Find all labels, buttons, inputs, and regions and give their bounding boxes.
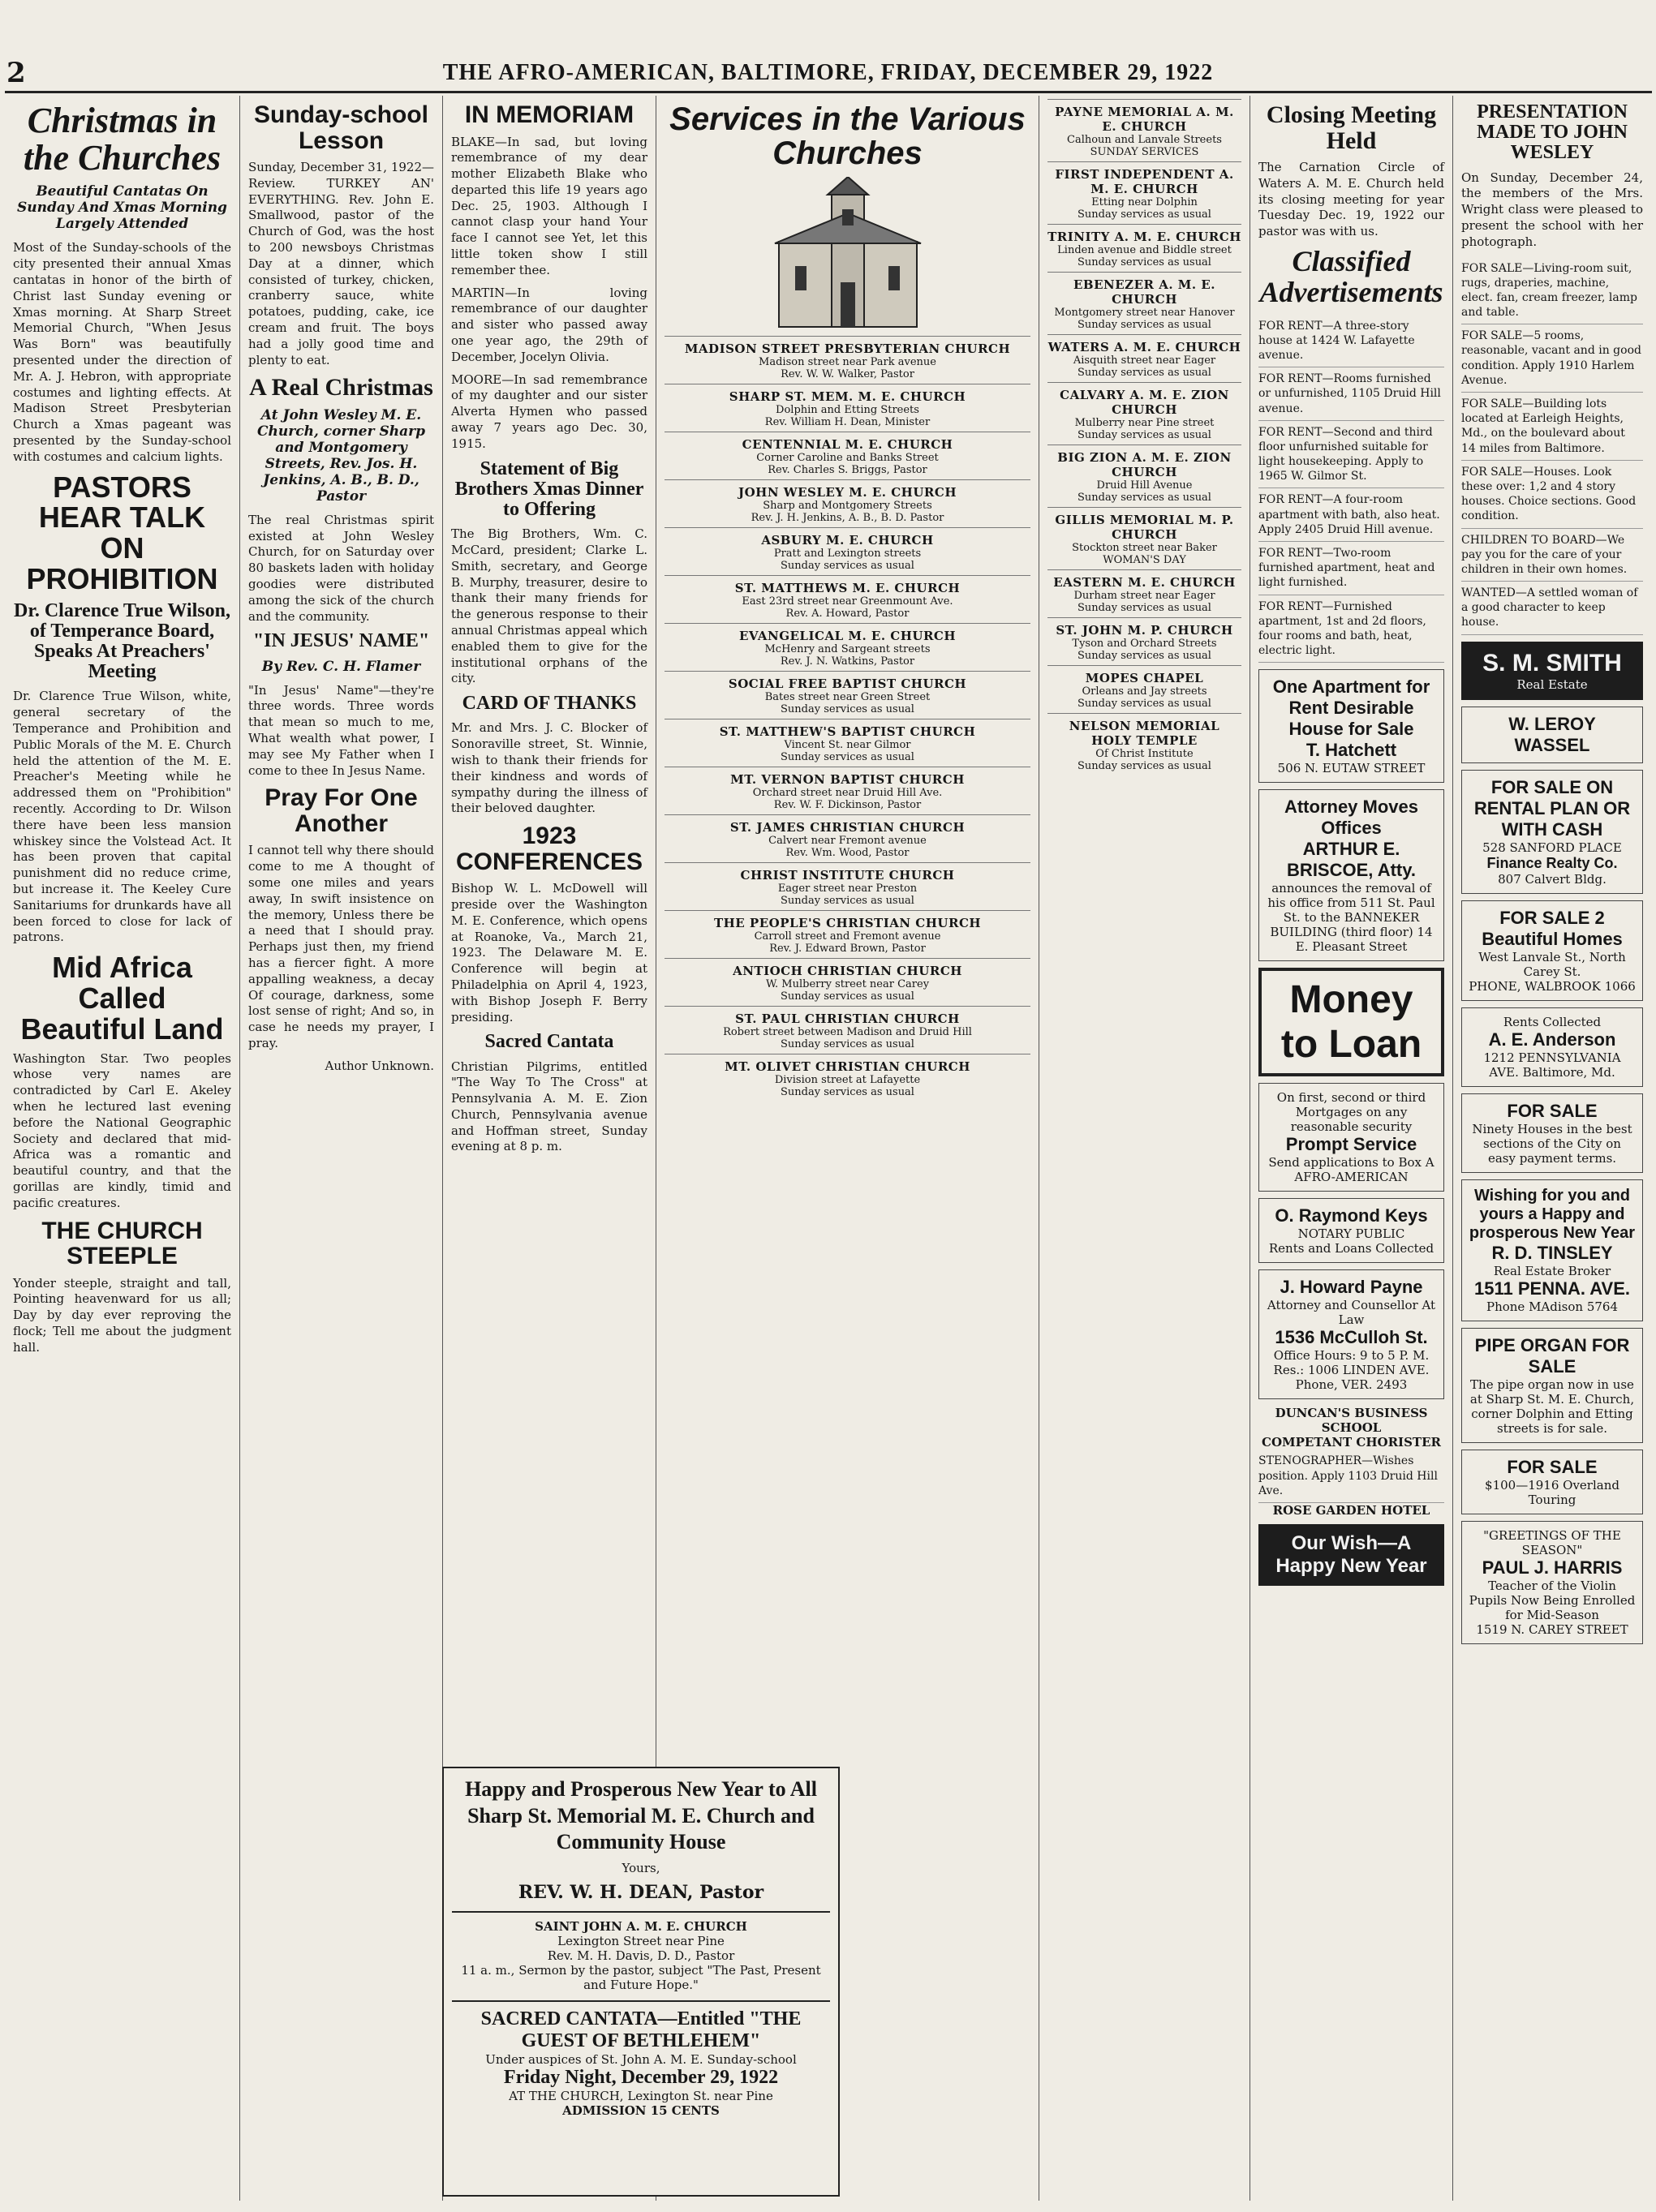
ad-apartment-name: T. Hatchett (1305, 740, 1397, 761)
ad-duncan: DUNCAN'S BUSINESS SCHOOL (1275, 1406, 1428, 1436)
ad-sanford-addr: 528 SANFORD PLACE (1482, 840, 1622, 855)
ad-tinsley-sub: Real Estate Broker (1493, 1263, 1611, 1278)
church-name: ANTIOCH CHRISTIAN CHURCH (733, 964, 962, 978)
church-name: ST. MATTHEW'S BAPTIST CHURCH (719, 724, 976, 739)
ad-stjohn-addr: Lexington Street near Pine (557, 1933, 725, 1948)
ad-finance-addr: 807 Calvert Bldg. (1498, 871, 1607, 887)
church-detail: W. Mulberry street near Carey (765, 978, 930, 990)
ad-anderson-title: Rents Collected (1503, 1014, 1602, 1029)
church-detail: Calhoun and Lanvale Streets (1067, 134, 1222, 146)
ad-payne-addr: 1536 McCulloh St. (1275, 1327, 1428, 1348)
ad-attorney-body: announces the removal of his office from 511 St. Paul St. to the BANNEKER BUILDING (third floor) 14 E. Pleasant Street (1267, 881, 1435, 955)
church-name: PAYNE MEMORIAL A. M. E. CHURCH (1055, 105, 1234, 134)
church-detail: Pratt and Lexington streets (773, 548, 922, 560)
ad-attorney-title: Attorney Moves Offices (1284, 797, 1419, 839)
ad-attorney-name: ARTHUR E. BRISCOE, Atty. (1287, 839, 1416, 881)
headline-services-churches: Services in the Various Churches (669, 101, 1026, 171)
church-detail: Sunday services as usual (1077, 760, 1211, 772)
church-listing (1047, 272, 1241, 334)
poem-pray-for-one-another: I cannot tell why there should come to me A thought of some one miles and years away, In swift insistence on the memory, Unless there be a need that I should pray. Perhaps just then, my friend has a fiercer fight. A more appalling weakness, a decay Of courage, darkness, some lost sense of right; And so, in case he needs my prayer, I pray. (248, 843, 434, 1050)
classified-item: FOR SALE—Living-room suit, rugs, draperies, machine, elect. fan, cream freezer, lamp and table. (1461, 257, 1643, 325)
church-detail: Etting near Dolphin (1091, 196, 1198, 208)
church-name: SHARP ST. MEM. M. E. CHURCH (729, 389, 966, 404)
ad-stenographer: STENOGRAPHER—Wishes position. Apply 1103 Druid Hill Ave. (1258, 1450, 1444, 1503)
ad-sanford-title: FOR SALE ON RENTAL PLAN OR WITH CASH (1473, 776, 1631, 840)
church-name: THE PEOPLE'S CHRISTIAN CHURCH (713, 916, 982, 930)
church-listing (1047, 569, 1241, 617)
church-listing (665, 719, 1030, 767)
church-detail: Sunday services as usual (781, 895, 914, 907)
ad-greeting: Happy and Prosperous New Year to All Sharp St. Memorial M. E. Church and Community House (465, 1777, 817, 1853)
column-1 (5, 96, 239, 2201)
church-detail: Sunday services as usual (1077, 208, 1211, 221)
church-listing (665, 527, 1030, 575)
church-detail: Sunday services as usual (1077, 367, 1211, 379)
headline-pray-for-one-another: Pray For One Another (265, 784, 418, 837)
church-listing (1047, 161, 1241, 224)
headline-in-jesus-name: "IN JESUS' NAME" (252, 630, 430, 652)
classified-item: FOR RENT—A three-story house at 1424 W. Lafayette avenue. (1258, 315, 1444, 368)
church-name: EASTERN M. E. CHURCH (1053, 575, 1236, 590)
church-listing (665, 862, 1030, 910)
ad-harris-name: PAUL J. HARRIS (1482, 1557, 1623, 1578)
ad-organ-title: PIPE ORGAN FOR SALE (1474, 1334, 1630, 1377)
ad-payne-phone: Phone, VER. 2493 (1295, 1377, 1408, 1393)
headline-sacred-cantata: Sacred Cantata (484, 1031, 614, 1053)
church-detail: Sharp and Montgomery Streets (763, 500, 932, 512)
church-listing (1047, 445, 1241, 507)
church-name: JOHN WESLEY M. E. CHURCH (738, 485, 957, 500)
ad-stjohn-services: 11 a. m., Sermon by the pastor, subject "The Past, Present and Future Hope." (461, 1962, 821, 1992)
church-detail: Rev. W. F. Dickinson, Pastor (773, 799, 922, 811)
church-detail: Rev. A. Howard, Pastor (785, 608, 910, 620)
ad-anderson (1461, 1007, 1643, 1087)
ad-pastor: REV. W. H. DEAN, Pastor (518, 1881, 764, 1903)
church-listing (1047, 665, 1241, 713)
ad-harris-title: "GREETINGS OF THE SEASON" (1483, 1527, 1621, 1557)
article-mid-africa: Washington Star. Two peoples whose very names are contradicted by Carl E. Akeley when he lectured last evening before the National Geographic Society and declared that mid-Africa was a romantic and beautiful country, and that the gorillas are kindly, timid and pacific creatures. (13, 1050, 231, 1210)
church-detail: Rev. W. W. Walker, Pastor (781, 368, 914, 380)
church-name: MADISON STREET PRESBYTERIAN CHURCH (684, 341, 1011, 356)
byline-in-jesus-name: By Rev. C. H. Flamer (261, 658, 421, 675)
church-detail: Sunday services as usual (1077, 256, 1211, 268)
ad-smith (1461, 642, 1643, 700)
church-name: MT. OLIVET CHRISTIAN CHURCH (725, 1059, 970, 1074)
ad-payne-res: Res.: 1006 LINDEN AVE. (1273, 1363, 1430, 1378)
ad-homes-phone: PHONE, WALBROOK 1066 (1469, 978, 1636, 994)
ad-yours: Yours, (622, 1860, 660, 1875)
classified-item: FOR RENT—Two-room furnished apartment, heat and light furnished. (1258, 542, 1444, 595)
church-detail: Rev. J. N. Watkins, Pastor (780, 655, 915, 668)
ad-apartment (1258, 669, 1444, 783)
classified-list-2 (1461, 257, 1643, 635)
church-detail: WOMAN'S DAY (1103, 554, 1186, 566)
church-listing (665, 1054, 1030, 1102)
ad-smith-title: S. M. SMITH (1482, 649, 1622, 676)
ad-anderson-addr: 1212 PENNSYLVANIA AVE. Baltimore, Md. (1483, 1050, 1621, 1080)
ad-cantata-under: Under auspices of St. John A. M. E. Sunday-school (485, 2051, 797, 2067)
ad-tinsley (1461, 1179, 1643, 1321)
memoriam-blake: BLAKE—In sad, but loving remembrance of my dear mother Elizabeth Blake who departed this life 19 years ago Dec. 25, 1903. Although I cannot clasp your hand Your face I cannot see Yet, let this little token show I still remember thee. (451, 134, 647, 277)
church-illustration-icon (763, 177, 933, 331)
church-detail: Linden avenue and Biddle street (1057, 244, 1232, 256)
church-detail: Sunday services as usual (1077, 650, 1211, 662)
church-list-left (665, 336, 1030, 1102)
ad-homes (1461, 900, 1643, 1001)
church-detail: Sunday services as usual (781, 560, 914, 572)
ad-finance: Finance Realty Co. (1486, 854, 1618, 871)
ad-1916-title: FOR SALE (1507, 1456, 1598, 1477)
church-list-right (1047, 99, 1241, 775)
church-detail: Rev. J. H. Jenkins, A. B., B. D. Pastor (751, 512, 944, 524)
church-listing (665, 432, 1030, 479)
classified-item: FOR RENT—Second and third floor unfurnished suitable for light housekeeping. Apply to 1965 W. Gilmor St. (1258, 421, 1444, 489)
headline-big-brothers: Statement of Big Brothers Xmas Dinner to Offering (454, 457, 644, 521)
ad-harris-sub: Teacher of the Violin (1488, 1578, 1616, 1593)
ad-rose-garden: ROSE GARDEN HOTEL (1272, 1502, 1430, 1518)
article-closing-meeting: The Carnation Circle of Waters A. M. E. Church held its closing meeting for year Tuesday Dec. 19, 1922 our pastor was with us. (1258, 160, 1444, 239)
ad-organ (1461, 1328, 1643, 1443)
church-name: ASBURY M. E. CHURCH (761, 533, 934, 548)
column-5 (1039, 96, 1250, 2201)
church-detail: Druid Hill Avenue (1096, 479, 1193, 492)
church-detail: Sunday services as usual (781, 703, 914, 715)
column-7 (1453, 96, 1651, 2201)
card-of-thanks: Mr. and Mrs. J. C. Blocker of Sonoraville street, St. Winnie, wish to thank their friends for their kindness and words of sympathy during the illness of their beloved daughter. (451, 720, 647, 816)
ad-forsale-title: FOR SALE (1507, 1100, 1598, 1121)
ad-money-to-loan: Money to Loan (1258, 968, 1444, 1076)
headline-closing-meeting: Closing Meeting Held (1266, 101, 1437, 154)
church-listing (665, 575, 1030, 623)
church-detail: Rev. J. Edward Brown, Pastor (769, 943, 926, 955)
ad-harris (1461, 1521, 1643, 1644)
church-listing (665, 623, 1030, 671)
headline-christmas-churches: Christmas in the Churches (23, 101, 222, 178)
ad-notary (1258, 1198, 1444, 1263)
church-name: SOCIAL FREE BAPTIST CHURCH (728, 676, 967, 691)
ad-notary-name: O. Raymond Keys (1275, 1205, 1428, 1226)
subhead-cantatas: Beautiful Cantatas On Sunday And Xmas Morning Largely Attended (17, 183, 227, 233)
ad-homes-sub: West Lanvale St., North Carey St. (1478, 949, 1626, 979)
headline-mid-africa: Mid Africa Called Beautiful Land (20, 951, 224, 1046)
church-listing (665, 384, 1030, 432)
church-detail: Sunday services as usual (781, 751, 914, 763)
headline-presentation: PRESENTATION MADE TO JOHN WESLEY (1477, 101, 1628, 164)
ad-cantata-title: SACRED CANTATA—Entitled "THE GUEST OF BETHLEHEM" (480, 2008, 802, 2051)
headline-card-of-thanks: CARD OF THANKS (462, 693, 637, 715)
ad-apartment-addr: 506 N. EUTAW STREET (1277, 761, 1426, 776)
poem-church-steeple: Yonder steeple, straight and tall, Pointing heavenward for us all; Day by day ever reproving the flock; Tell me about the judgment hall. (13, 1275, 231, 1355)
church-name: GILLIS MEMORIAL M. P. CHURCH (1055, 513, 1234, 542)
classified-item: FOR RENT—Furnished apartment, 1st and 2d floors, four rooms and bath, heat, electric light. (1258, 595, 1444, 664)
ad-wassel (1461, 707, 1643, 763)
ad-tinsley-phone: Phone MAdison 5764 (1486, 1299, 1618, 1314)
church-name: CHRIST INSTITUTE CHURCH (740, 868, 955, 883)
church-listing (1047, 507, 1241, 569)
headline-real-christmas: A Real Christmas (249, 374, 433, 402)
memoriam-moore: MOORE—In sad remembrance of my daughter and our sister Alverta Hymen who passed away 7 years ago Dec. 30, 1915. (451, 372, 647, 451)
headline-prohibition: PASTORS HEAR TALK ON PROHIBITION (26, 470, 218, 595)
column-3 (443, 96, 656, 1763)
ad-harris-addr: 1519 N. CAREY STREET (1476, 1621, 1628, 1637)
masthead-rule (5, 91, 1652, 93)
classified-item: CHILDREN TO BOARD—We pay you for the care of your children in their own homes. (1461, 529, 1643, 582)
article-christmas-churches: Most of the Sunday-schools of the city presented their annual Xmas cantatas in honor of the birth of Christ last Sunday evening or Xmas morning. At Sharp Street Memorial Church, "When Jesus Was Born" was beautifully presented under the direction of Mr. A. J. Hebron, with appropriate costumes and lighting effects. At Madison Street Presbyterian Church a Xmas pageant was presented by the Sunday-school with costumes and calcium lights. (13, 240, 231, 464)
ad-harris-body: Pupils Now Being Enrolled for Mid-Season (1469, 1592, 1636, 1622)
classified-item: FOR SALE—Houses. Look these over: 1,2 and 4 story houses. Choice sections. Good condition. (1461, 461, 1643, 529)
article-real-christmas: The real Christmas spirit existed at John Wesley Church, for on Saturday over 80 baskets laden with holiday goodies were distributed among the sick of the church and the community. (248, 512, 434, 624)
ad-stjohn-pastor: Rev. M. H. Davis, D. D., Pastor (547, 1948, 735, 1963)
church-detail: Stockton street near Baker (1072, 542, 1217, 554)
article-1923-conferences: Bishop W. L. McDowell will preside over the Washington M. E. Conference, which opens at Roanoke, Va., March 21, 1923. The Delaware M. E. Conference will begin at Philadelphia on April 4, 1923, with Bishop Joseph F. Berry presiding. (451, 881, 647, 1024)
article-presentation: On Sunday, December 24, the members of the Mrs. Wright class were pleased to present the school with her photograph. (1461, 170, 1643, 249)
church-detail: McHenry and Sargeant streets (764, 643, 931, 655)
article-prohibition: Dr. Clarence True Wilson, white, general secretary of the Temperance and Prohibition and Public Morals of the M. E. Church held the attention of the M. E. Preacher's Meeting while he addressed them on "Prohibition" recently. According to Dr. Wilson there have been less mansion whiskey since the Volstead Act. It has been proven that capital punishment did no reduce crime, but increase it. The Keeley Cure Sanitariums for drunkards have all been forced to close for lack of patrons. (13, 689, 231, 945)
ad-cantata-admission: ADMISSION 15 CENTS (562, 2102, 720, 2118)
ad-money-line3: Send applications to Box A AFRO-AMERICAN (1268, 1155, 1434, 1185)
church-detail: Montgomery street near Hanover (1054, 307, 1235, 319)
ad-apartment-title: One Apartment for Rent Desirable House for Sale (1272, 676, 1430, 740)
ad-wassel-name: W. LEROY WASSEL (1508, 713, 1596, 755)
church-detail: East 23rd street near Greenmount Ave. (742, 595, 953, 608)
church-listing (1047, 713, 1241, 775)
church-detail: Vincent St. near Gilmor (784, 739, 911, 751)
classified-item: FOR SALE—5 rooms, reasonable, vacant and in good condition. Apply 1910 Harlem Avenue. (1461, 324, 1643, 393)
ad-forsale (1461, 1093, 1643, 1173)
church-listing (1047, 382, 1241, 445)
church-detail: Division street at Lafayette (774, 1074, 921, 1086)
church-listing (1047, 224, 1241, 272)
ad-chorister: COMPETANT CHORISTER (1262, 1435, 1441, 1450)
church-detail: Eager street near Preston (777, 883, 918, 895)
church-name: ST. JAMES CHRISTIAN CHURCH (729, 820, 966, 835)
church-listing (665, 1006, 1030, 1054)
ad-sanford (1461, 770, 1643, 894)
church-detail: Mulberry near Pine street (1074, 417, 1215, 429)
church-name: FIRST INDEPENDENT A. M. E. CHURCH (1055, 167, 1234, 196)
church-name: ST. MATTHEWS M. E. CHURCH (734, 581, 961, 595)
church-detail: Sunday services as usual (1077, 492, 1211, 504)
classified-item: FOR SALE—Building lots located at Earleigh Heights, Md., on the boulevard about 14 miles from Baltimore. (1461, 393, 1643, 461)
headline-sunday-school: Sunday-school Lesson (253, 101, 429, 154)
church-name: ST. PAUL CHRISTIAN CHURCH (735, 1012, 960, 1026)
headline-church-steeple: THE CHURCH STEEPLE (41, 1217, 203, 1270)
ad-tinsley-addr: 1511 PENNA. AVE. (1474, 1278, 1630, 1299)
church-detail: SUNDAY SERVICES (1090, 146, 1199, 158)
church-name: EVANGELICAL M. E. CHURCH (738, 629, 957, 643)
ad-money-line2: Prompt Service (1285, 1134, 1417, 1155)
article-sunday-school: Sunday, December 31, 1922—Review. TURKEY AN' EVERYTHING. Rev. John E. Smallwood, pastor of the Church of God, was the host to 200 newsboys Christmas Day at a dinner, which consisted of turkey, chicken, cranberry sauce, white potatoes, pudding, cake, ice cream and fruit. The boys had a jolly good time and plenty to eat. (248, 160, 434, 367)
church-listing (1047, 617, 1241, 665)
ad-cantata (452, 2000, 830, 2118)
ad-homes-title: FOR SALE 2 Beautiful Homes (1482, 907, 1623, 949)
church-detail: Sunday services as usual (781, 1086, 914, 1098)
church-listing (1047, 334, 1241, 382)
ad-wishing: Wishing for you and yours a Happy and prosperous New Year (1469, 1186, 1636, 1242)
classified-item: FOR RENT—Rooms furnished or unfurnished, 1105 Druid Hill avenue. (1258, 367, 1444, 421)
church-name: TRINITY A. M. E. CHURCH (1047, 230, 1241, 244)
headline-classified: Classified Advertisements (1259, 244, 1443, 308)
church-listing (665, 479, 1030, 527)
church-detail: Sunday services as usual (781, 1038, 914, 1050)
church-name: MOPES CHAPEL (1085, 671, 1204, 685)
church-name: CALVARY A. M. E. ZION CHURCH (1060, 388, 1229, 417)
classified-list (1258, 315, 1444, 664)
church-detail: Rev. Wm. Wood, Pastor (785, 847, 910, 859)
church-detail: Dolphin and Etting Streets (776, 404, 919, 416)
church-listing (665, 336, 1030, 384)
ad-cantata-date: Friday Night, December 29, 1922 (503, 2066, 779, 2088)
church-name: CENTENNIAL M. E. CHURCH (742, 437, 953, 452)
church-detail: Sunday services as usual (1077, 429, 1211, 441)
ad-money-details (1258, 1083, 1444, 1192)
article-big-brothers: The Big Brothers, Wm. C. McCard, president; Clarke L. Smith, secretary, and George B. Murphy, treasurer, desire to thank their many friends for the generous response to their annual Christmas appeal which enabled them to give for the institutional orphans of the city. (451, 526, 647, 686)
church-listing (665, 910, 1030, 958)
church-detail: Rev. Charles S. Briggs, Pastor (768, 464, 927, 476)
church-detail: Orleans and Jay streets (1082, 685, 1207, 698)
church-detail: Sunday services as usual (1077, 319, 1211, 331)
church-detail: Robert street between Madison and Druid Hill (723, 1026, 972, 1038)
classified-item: WANTED—A settled woman of a good character to keep house. (1461, 582, 1643, 635)
headline-1923-conferences: 1923 CONFERENCES (455, 823, 643, 875)
ad-attorney (1258, 789, 1444, 961)
ad-payne (1258, 1269, 1444, 1399)
church-listing (665, 767, 1030, 814)
church-name: EBENEZER A. M. E. CHURCH (1073, 277, 1216, 307)
church-listing (665, 814, 1030, 862)
ad-happy-new-year (1258, 1524, 1444, 1586)
ad-1916 (1461, 1450, 1643, 1514)
ad-tinsley-name: R. D. TINSLEY (1491, 1242, 1613, 1263)
article-sacred-cantata: Christian Pilgrims, entitled "The Way To The Cross" at Pennsylvania A. M. E. Zion Church, Pennsylvania avenue and Hoffman street, Sunday evening at 8 p. m. (451, 1059, 647, 1154)
church-detail: Sunday services as usual (781, 990, 914, 1003)
church-detail: Carroll street and Fremont avenue (754, 930, 941, 943)
subhead-real-christmas: At John Wesley M. E. Church, corner Sharp and Montgomery Streets, Rev. Jos. H. Jenkins, A. B., B. D., Pastor (257, 406, 425, 505)
classified-item: FOR RENT—A four-room apartment with bath, also heat. Apply 2405 Druid Hill avenue. (1258, 488, 1444, 542)
ad-smith-sub: Real Estate (1516, 676, 1588, 692)
ad-cantata-place: AT THE CHURCH, Lexington St. near Pine (509, 2088, 773, 2103)
church-detail: Sunday services as usual (1077, 602, 1211, 614)
church-listing (665, 958, 1030, 1006)
ad-notary-title: NOTARY PUBLIC (1297, 1226, 1405, 1242)
church-detail: Calvert near Fremont avenue (768, 835, 927, 847)
church-detail: Aisquith street near Eager (1073, 354, 1216, 367)
byline-author-unknown: Author Unknown. (325, 1058, 434, 1073)
ad-notary-line: Rents and Loans Collected (1268, 1241, 1434, 1256)
church-detail: Durham street near Eager (1073, 590, 1215, 602)
church-listing (1047, 99, 1241, 161)
church-name: BIG ZION A. M. E. ZION CHURCH (1057, 450, 1232, 479)
ad-payne-hours: Office Hours: 9 to 5 P. M. (1273, 1348, 1430, 1364)
church-name: NELSON MEMORIAL HOLY TEMPLE (1069, 719, 1220, 748)
church-detail: Of Christ Institute (1095, 748, 1194, 760)
ad-payne-title: Attorney and Counsellor At Law (1267, 1298, 1436, 1328)
church-detail: Madison street near Park avenue (759, 356, 936, 368)
column-2 (240, 96, 442, 2201)
church-detail: Tyson and Orchard Streets (1072, 638, 1217, 650)
subhead-prohibition: Dr. Clarence True Wilson, of Temperance Board, Speaks At Preachers' Meeting (14, 599, 230, 683)
ad-forsale-body: Ninety Houses in the best sections of the City on easy payment terms. (1472, 1121, 1632, 1166)
ad-wish: Our Wish—A Happy New Year (1275, 1531, 1427, 1577)
headline-in-memoriam: IN MEMORIAM (464, 101, 634, 128)
poem-in-jesus-name: "In Jesus' Name"—they're three words. Three words that mean so much to me, What wealth what power, I may see My Father when I come to thee In Jesus Name. (248, 682, 434, 778)
church-name: WATERS A. M. E. CHURCH (1047, 340, 1241, 354)
church-name: ST. JOHN M. P. CHURCH (1056, 623, 1233, 638)
ad-anderson-name: A. E. Anderson (1488, 1029, 1616, 1050)
church-detail: Orchard street near Druid Hill Ave. (752, 787, 943, 799)
church-detail: Sunday services as usual (1077, 698, 1211, 710)
ad-1916-body: $100—1916 Overland Touring (1485, 1477, 1619, 1507)
church-name: MT. VERNON BAPTIST CHURCH (730, 772, 965, 787)
ad-payne-name: J. Howard Payne (1280, 1277, 1423, 1298)
church-detail: Bates street near Green Street (764, 691, 931, 703)
church-detail: Corner Caroline and Banks Street (756, 452, 939, 464)
church-listing (665, 671, 1030, 719)
memoriam-martin: MARTIN—In loving remembrance of our daughter and sister who passed away one year ago, the 29th of December, Jocelyn Olivia. (451, 285, 647, 364)
page-number: 2 (6, 57, 26, 89)
ad-money-line1: On first, second or third Mortgages on any reasonable security (1276, 1090, 1426, 1135)
ad-st-john (452, 1911, 830, 1992)
masthead-title: THE AFRO-AMERICAN, BALTIMORE, FRIDAY, DECEMBER 29, 1922 (442, 60, 1214, 85)
column-6 (1250, 96, 1452, 2201)
ad-organ-body: The pipe organ now in use at Sharp St. M. E. Church, corner Dolphin and Etting streets is for sale. (1469, 1377, 1635, 1436)
church-detail: Rev. William H. Dean, Minister (764, 416, 931, 428)
ad-sharp-street-new-year (442, 1767, 840, 2197)
ad-stjohn-name: SAINT JOHN A. M. E. CHURCH (535, 1918, 747, 1934)
